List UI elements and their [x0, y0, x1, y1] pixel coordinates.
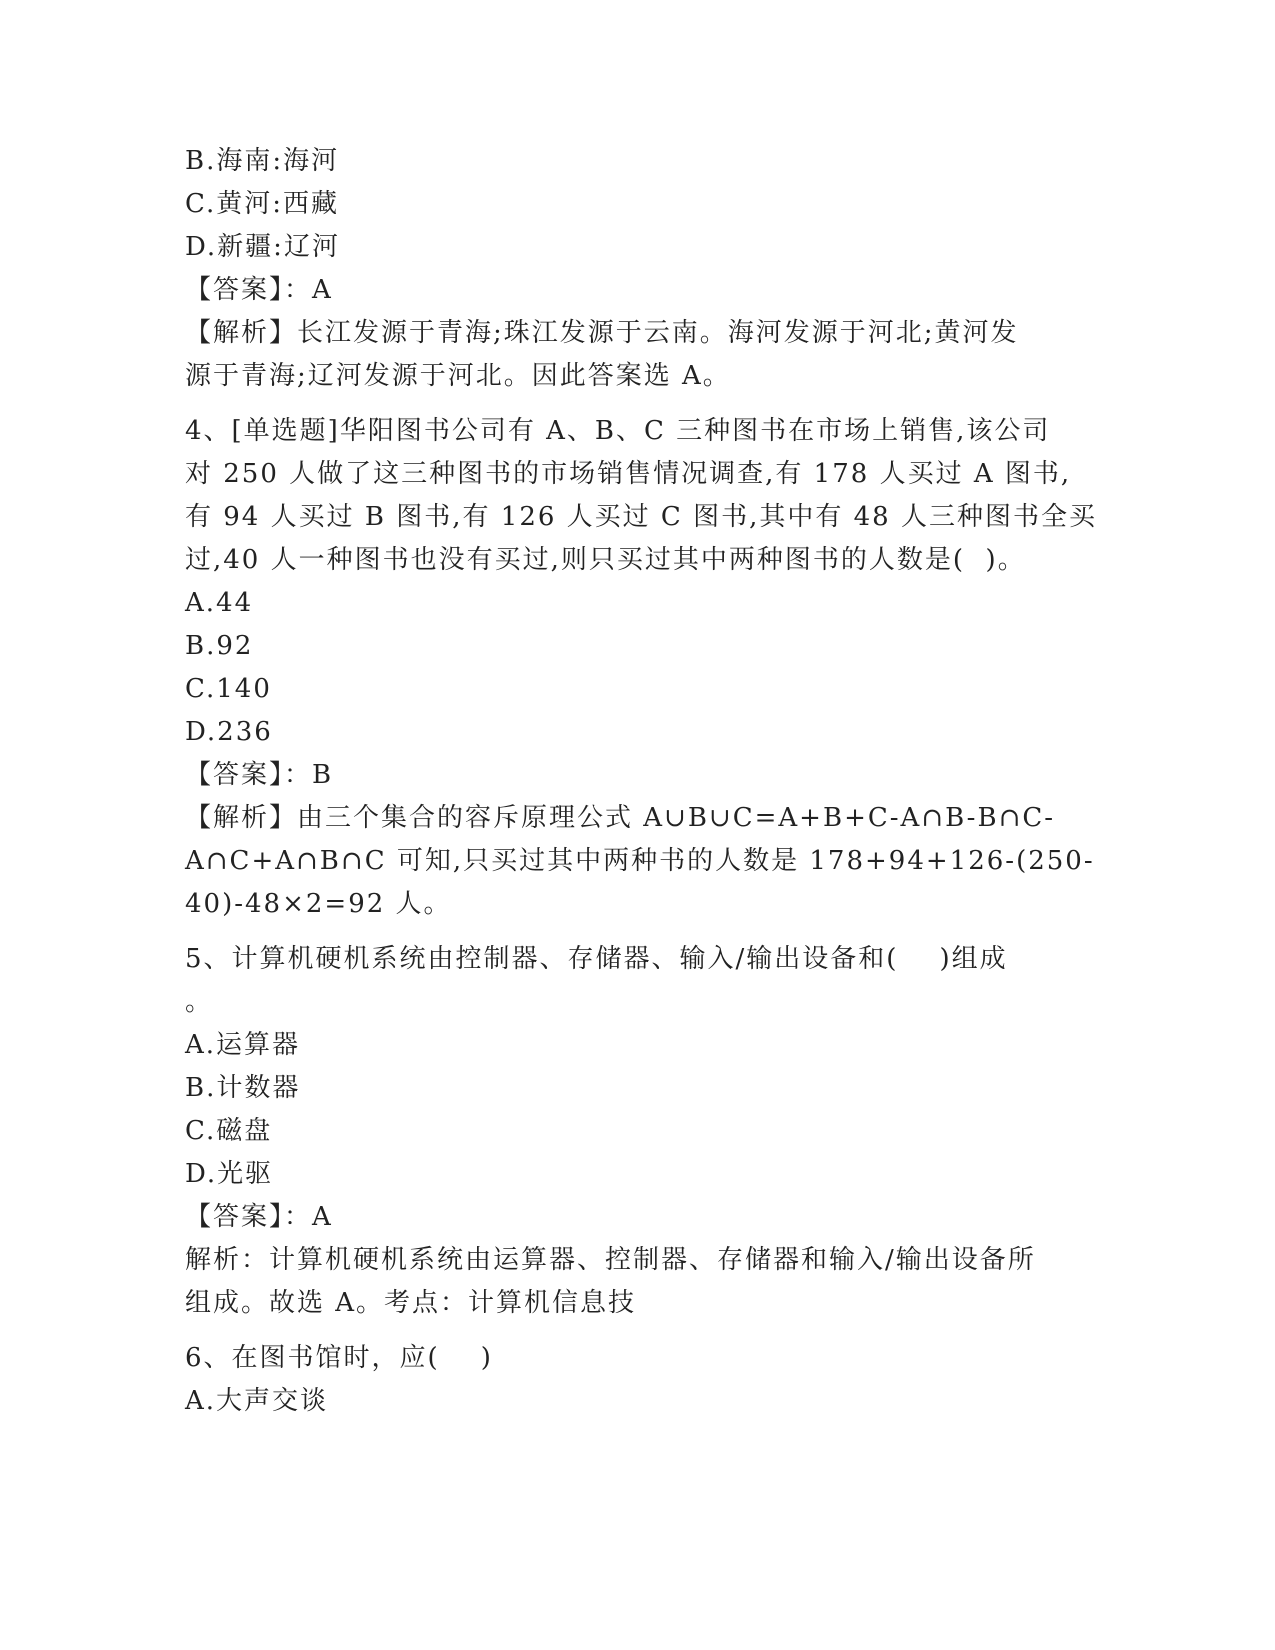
option-c: C.140 [185, 674, 272, 704]
analysis-line: 【解析】由三个集合的容斥原理公式 A∪B∪C=A+B+C-A∩B-B∩C- [185, 803, 1056, 833]
option-d: D.新疆:辽河 [185, 232, 340, 262]
option-b: B.92 [185, 631, 254, 661]
option-c: C.磁盘 [185, 1116, 273, 1146]
question-3 [185, 140, 1065, 398]
question-5 [185, 938, 1065, 1325]
answer: 【答案】：A [185, 1202, 333, 1232]
option-b: B.计数器 [185, 1073, 301, 1103]
option-d: D.光驱 [185, 1159, 274, 1189]
answer: 【答案】：A [185, 275, 333, 305]
analysis-line: 40)-48×2=92 人。 [185, 889, 452, 919]
question-stem-line: 对 250 人做了这三种图书的市场销售情况调查,有 178 人买过 A 图书, [185, 459, 1072, 489]
question-stem-line: 有 94 人买过 B 图书,有 126 人买过 C 图书,其中有 48 人三种图书全买 [185, 502, 1097, 532]
question-stem-line: 5、计算机硬机系统由控制器、存储器、输入/输出设备和( )组成 [185, 944, 1008, 974]
question-stem-line: 。 [185, 987, 214, 1017]
answer: 【答案】：B [185, 760, 334, 790]
option-d: D.236 [185, 717, 273, 747]
question-stem-line: 过,40 人一种图书也没有买过,则只买过其中两种图书的人数是( )。 [185, 545, 1026, 575]
analysis-line: A∩C+A∩B∩C 可知,只买过其中两种书的人数是 178+94+126-(250- [185, 846, 1095, 876]
analysis-line: 组成。故选 A。考点：计算机信息技 [185, 1288, 637, 1318]
analysis-line: 解析：计算机硬机系统由运算器、控制器、存储器和输入/输出设备所 [185, 1245, 1036, 1275]
option-a: A.大声交谈 [185, 1386, 329, 1416]
analysis-line: 【解析】长江发源于青海;珠江发源于云南。海河发源于河北;黄河发 [185, 318, 1019, 348]
option-a: A.运算器 [185, 1030, 301, 1060]
option-c: C.黄河:西藏 [185, 189, 339, 219]
option-a: A.44 [185, 588, 254, 618]
analysis-line: 源于青海;辽河发源于河北。因此答案选 A。 [185, 361, 731, 391]
question-stem-line: 6、在图书馆时，应( ) [185, 1343, 493, 1373]
document-page [185, 140, 1097, 1423]
question-stem-line: 4、[单选题]华阳图书公司有 A、B、C 三种图书在市场上销售,该公司 [185, 416, 1051, 446]
question-4 [185, 410, 1097, 926]
option-b: B.海南:海河 [185, 146, 340, 176]
question-6 [185, 1337, 1065, 1423]
